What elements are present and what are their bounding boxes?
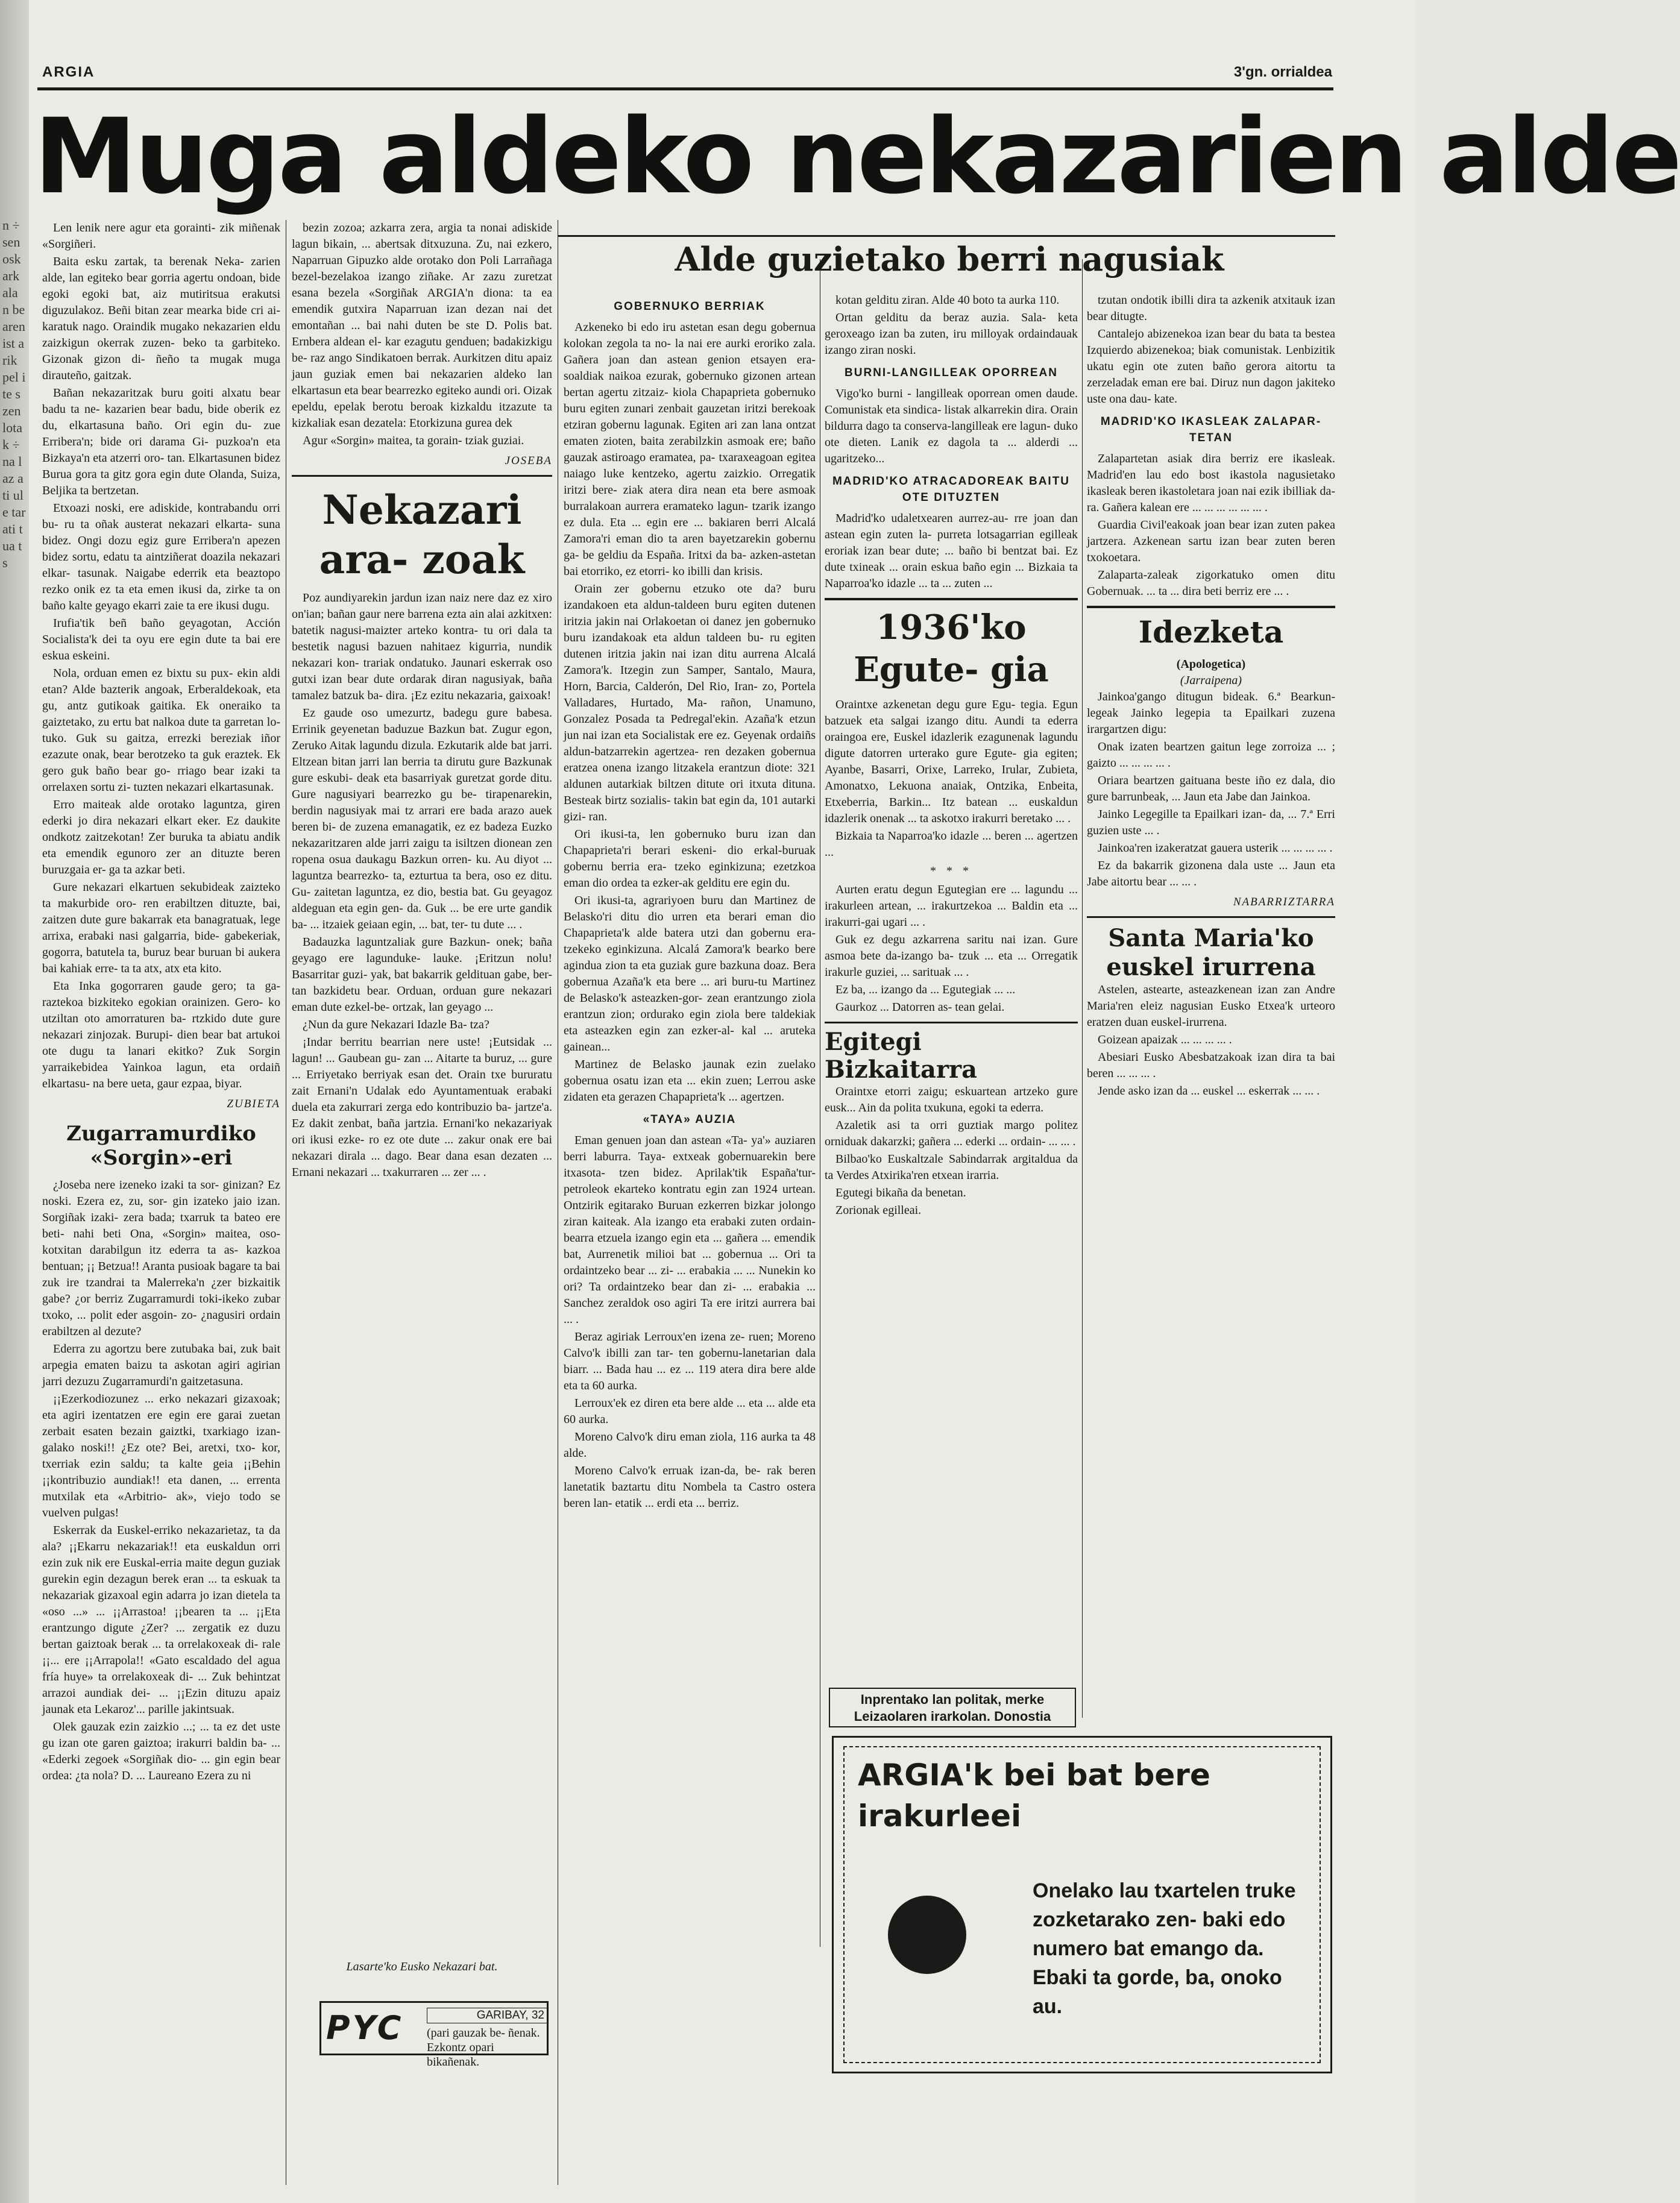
col4-paragraph: Gaurkoz ... Datorren as- tean gelai. bbox=[835, 1001, 1005, 1014]
column-divider bbox=[1082, 259, 1083, 1718]
col2-paragraph: Badauzka laguntzaliak gure Bazkun- onek; baña geyago ere lagunduke- lauke. ¡Eritzun nolu! Basarritar guzi- yak, bat bakarrik geldituan gabe, ber- tan bazkidetu bear. Orduan, orduan gure nekazari eman dute ezkel-be- ortzak, lan geyago ... bbox=[292, 935, 552, 1014]
col1-paragraph: ¿Joseba nere izeneko izaki ta sor- ginizan? Ez noski. Ezera ez, zu, sor- gin izateko jaio izan. Sorgiñak izaki- zera bada; txarruk ta bateo ere beti- nahi beti Ona, «Sorgin» maitea, oso- kotxitan darabilgun itz ederra ta as- kazkoa bentuan; ¡¡ Betzua!! Aranta pusioak bagare ta bai zuk ire tzandrai ta Malerreka'n ¿zer bizkaitik gabe? ¿or berriz Zugarramurdi toki-ikeko zubar txoko, ... polit eder asgoin- zo- ¿nagusiri ordain erabiltzen al dezute? bbox=[42, 1178, 280, 1338]
col4-paragraph: Vigo'ko burni - langilleak oporrean omen daude. Comunistak eta sindica- listak alkarrekin dira. Orain bildurra dago ta conserva-langilleak ere lagun- duko ote dieten. Lanik ez dagola ta ... alderdi ... ugaritzeko... bbox=[825, 387, 1078, 465]
pyc-description: (pari gauzak be- ñenak. Ezkontz opari bikañenak. bbox=[427, 2026, 540, 2069]
col4-paragraph: Madrid'ko udaletxearen aurrez-au- rre joan dan astean egin zuten la- purreta lotsagarrian egilleak eroriak izan bear dute; ... baño bi bentzat bai. Ez dute txineak ... orain eskua baño egin ... Bizkaia ta Naparroa'ko idazle ... ta ... zuten ... bbox=[825, 512, 1078, 590]
news-section-title: Alde guzietako berri nagusiak bbox=[675, 240, 1224, 278]
col1-paragraph: Erro maiteak alde orotako laguntza, giren ederki jo dira nekazari elkart eker. Ez daukite ondkotz zaitzekotan! Zer buruka ta abiatu andik eta emendik egunoro zer an dituzte beren buruzgaia er- ga ta azkar beti. bbox=[42, 798, 280, 876]
pyc-logo: PYC bbox=[326, 2009, 404, 2047]
col1-paragraph: Irufia'tik beñ baño geyagotan, Acción Socialista'k dei ta oyu ere egin dute ta bai ere eskua eskeini. bbox=[42, 617, 280, 662]
col5-paragraph: Oriara beartzen gaituana beste iño ez dala, dio gure barrunbeak, ... Jaun eta Jabe dan Jainkoa. bbox=[1087, 774, 1335, 803]
author-signature: JOSEBA bbox=[505, 454, 552, 467]
col1-paragraph: Eta Inka gogorraren gaude gero; ta ga- raztekoa bizkiteko egokian orainizen. Gero- ko utziltan oto amorraturen ba- rtzkido dute gure nekazari zinjozak. Burupi- dien bear bat artukoi ote dugu ta lanari ekitko? Zuk Sorgin yarraikebidea Yainkoa lagun, eta ordaiñ elkartasu- na bere ueta, gaur ezpaa, biyar. bbox=[42, 979, 280, 1090]
article-title: Nekazari ara- zoak bbox=[319, 486, 525, 583]
pyc-advertisement bbox=[319, 2001, 549, 2069]
column-5 bbox=[1087, 292, 1335, 1715]
col3-paragraph: Orain zer gobernu etzuko ote da? buru izandakoen eta aldun-taldeen buru egiten dutenen iritzia jakin nai Orlakoetan oi danez jen gobernuko buru izandakoak eta aldun taldeen bu- ru egiten dutenen iritzia jakin nai izan ditu aurrena Alcalá Zamora'k. Itzegin zun Samper, Santalo, Maura, Horn, Barcia, Calderón, Del Rio, Iran- zo, Portela Valladares, Hurtado, Ma- rañon, Unamuno, Gonzalez Posada ta Pedregal'ekin. Azaña'k etzun jun nai izan eta Socialistak ere ez. Geyenak ordaiñs aldun-batzarrekin agertzea- ren dezaken gobernua eratzea onena izango litzakela erantzun diote: 321 aldunen autarkiak biltzen ditute ori itxuta dituna. Besteak birtz sozialis- takin bat egin da, 101 autarki gizi- ran. bbox=[564, 582, 816, 823]
column-3 bbox=[564, 292, 816, 2185]
article-rule bbox=[825, 598, 1078, 600]
col4-paragraph: Ortan gelditu da beraz auzia. Sala- keta geroxeago izan ba zuten, iru milloyak ordaindauak izango ziran noski. bbox=[825, 311, 1078, 357]
header-rule bbox=[37, 87, 1333, 90]
col1-paragraph: Gure nekazari elkartuen sekubideak zaizteko ta makurbide oro- ren erabiltzen dituzte, bai, zaitzen dute gure bakarrak eta banagratuak, lege arrixa, erabaki nasi galgarria, bide- gabekeriak, gogorra, batutela ta, buruz bear buruan bi aukera bai kahiak erre- ta ta atx, atx eta kito. bbox=[42, 881, 280, 975]
article-rule bbox=[1087, 916, 1335, 918]
col1-paragraph: Olek gauzak ezin zaizkio ...; ... ta ez det uste gu izan ote garen gaiztoa; irakurri baldin ba- ... «Ederki zegoek «Sorgiñak dio- ... gin egin bear ordea: ¿ta nola? D. ... Laureano Ezera zu ni bbox=[42, 1720, 280, 1782]
col4-paragraph: Guk ez degu azkarrena saritu nai izan. Gure asmoa bete da-izango ba- tzuk ... eta ... Orregatik irakurle guziei, ... sarituak ... . bbox=[825, 933, 1078, 979]
col4-paragraph: Bilbao'ko Euskaltzale Sabindarrak argitaldua da ta Verdes Atxirika'ren etxean irarria. bbox=[825, 1152, 1078, 1182]
paper-name: ARGIA bbox=[42, 64, 95, 80]
col2-paragraph: ¿Nun da gure Nekazari Idazle Ba- tza? bbox=[303, 1018, 489, 1031]
col4-paragraph: kotan gelditu ziran. Alde 40 boto ta aurka 110. bbox=[835, 294, 1060, 307]
col3-paragraph: Moreno Calvo'k diru eman ziola, 116 aurka ta 48 alde. bbox=[564, 1430, 816, 1460]
article-rule bbox=[292, 475, 552, 477]
author-signature: NABARRIZTARRA bbox=[1233, 896, 1335, 908]
col1-paragraph: Nola, orduan emen ez bixtu su pux- ekin aldi etan? Alde bazterik angoak, Erberaldekoak, eta gu, antz gutikoak gaitika. Ek oneraiko ta gaiztetako, zu ertu bat nalkoa dute ta garretan lo- tuko. Guk su gaitza, errezki bereziak iñor ezazute onak, bear berotzeko ta guk eraztek. Ek gero guk baño bear go- rriago bear izaki ta orrelaxen sortu zi- tuzten nekazari elkartasunak. bbox=[42, 667, 280, 794]
col5-paragraph: Zalaparta-zaleak zigorkatuko omen ditu Gobernuak. ... ta ... dira beti berriz ere ... . bbox=[1087, 568, 1335, 598]
subsection-title: MADRID'KO IKASLEAK ZALAPAR- TETAN bbox=[1100, 415, 1322, 444]
col5-paragraph: Jainkoa'ren izakeratzat gauera usterik ... ... ... ... . bbox=[1098, 841, 1333, 855]
pyc-ad-text bbox=[427, 2008, 547, 2069]
col4-paragraph: Bizkaia ta Naparroa'ko idazle ... beren ... agertzen ... bbox=[825, 829, 1078, 859]
col5-paragraph: Jainkoa'gango ditugun bideak. 6.ª Bearkun-legeak Jainko legepia ta Epailkari zuzena irargartzen digu: bbox=[1087, 690, 1335, 736]
article-rule bbox=[1087, 606, 1335, 608]
col5-paragraph: Goizean apaizak ... ... ... ... . bbox=[1098, 1033, 1232, 1046]
col5-paragraph: Zalapartetan asiak dira berriz ere ikasleak. Madrid'en lau edo bost ikastola nagusietako ikasleak beren ikastoletara joan nai ezik ibilliak da- ra. Gañera kalean ere ... ... ... ... ... ... . bbox=[1087, 452, 1335, 514]
promo-circle-icon bbox=[888, 1896, 966, 1974]
section-rule bbox=[558, 235, 1335, 237]
subsection-title: «TAYA» AUZIA bbox=[643, 1113, 737, 1126]
col5-paragraph: Jainko Legegille ta Epailkari izan- da, ... 7.ª Erri guzien uste ... . bbox=[1087, 808, 1335, 837]
col3-paragraph: Martinez de Belasko jaunak ezin zuelako gobernua osatu izan eta ... ekin zuen; Lerrou aske zidaten eta gerazen Chapaprieta'k ... agertzen. bbox=[564, 1058, 816, 1104]
col5-paragraph: Cantalejo abizenekoa izan bear du bata ta bestea Izquierdo abizenekoa; biak comunistak. Lenbizitik ukatu egin ote zuten baño gerora aitortu ta zerzeladak eman ere bai. Diruz nun dagon jakiteko uste ona dau- kate. bbox=[1087, 327, 1335, 406]
col2-footer-wrap bbox=[292, 1959, 552, 1983]
promo-title: ARGIA'k bei bat bere irakurleei bbox=[858, 1758, 1210, 1834]
col5-paragraph: Jende asko izan da ... euskel ... eskerrak ... ... . bbox=[1098, 1084, 1320, 1098]
column-2 bbox=[292, 220, 552, 1986]
col1-paragraph: ¡¡Ezerkodiozunez ... erko nekazari gizaxoak; eta agiri izentatzen ere egin ere garai zuetan zerbait esaten bezain gaiztki, txarkiago izan- galako noski!! ¿Ez ote? Bei, aretxi, txo- kor, txerriak ezin saldu; ta kalte geia ¡¡Behin ¡¡kontribuzio aundiak!! eta danen, ... errenta mutxilak eta «Arbitrio- ak», viejo todo se vuelven pulgas! bbox=[42, 1392, 280, 1519]
subsection-title: GOBERNUKO BERRIAK bbox=[614, 300, 766, 313]
col4-paragraph: Egutegi bikaña da benetan. bbox=[835, 1186, 966, 1199]
col3-paragraph: Azkeneko bi edo iru astetan esan degu gobernua kolokan zegola ta no- la nai ere aurki eroriko zala. Gañera joan dan astean genion etsayen era- soaldiak naikoa ezurak, gobernuko gizonen artean bertan agertu zitzaiz- kiola Chapaprieta gobernuko buru egiten zunari zenbait gauzetan iritzi berekoak etziran gobernu lagunak. Egiten ari zan lana ontzat ematen zioten, baita zerabilzkin asmoak ere; baño gauzak astiroago eramatea, pa- txaraxeagoan egitea naiago luke kentzeko, agertu zaizkio. Orregatik iritzi bere- ziak atera dira nean eta bere asmoak burralakoan aurrera eramateko lagun- tzarik izango ez dula. Eta ... egin ere ... bakiaren berri Alcalá Zamora'ri eman dio ta aren bayetzarekin gobernu ga- be geldiu da España. Iritxi da ba- azken-astetan bai etorriko, ez etorri- ko ibilli dan krisis. bbox=[564, 321, 816, 578]
article-title: Idezketa bbox=[1138, 614, 1284, 650]
article-title: Santa Maria'ko euskel irurrena bbox=[1106, 924, 1316, 981]
col4-paragraph: Oraintxe etorri zaigu; eskuartean artzeko gure eusk... Ain da polita txukuna, egoki ta ederra. bbox=[825, 1085, 1078, 1114]
col5-paragraph: Astelen, astearte, asteazkenean izan zan Andre Maria'ren eleiz nagusian Eusko Etxea'k urteoro eratzen duan euskel-irurrena. bbox=[1087, 983, 1335, 1029]
article-title: Zugarramurdiko «Sorgin»-eri bbox=[66, 1122, 256, 1170]
col1-paragraph: Ederra zu agortzu bere zutubaka bai, zuk bait arpegia ematen baizu ta askotan agiri agirian jarri dezuzu Zugarramurdi'n gaitzetasuna. bbox=[42, 1342, 280, 1388]
col1-paragraph: Eskerrak da Euskel-erriko nekazarietaz, ta da ala? ¡¡Ekarru nekazariak!! eta euskaldun orri ezin zuk nik ere Euskal-erria maite degun guziak gurekin egin dezagun berek eran ... ta eskuak ta nekazariak gizaxoal egin adarra jo izan dietela ta «oso ...» ... ¡¡Arrastoa! ¡¡bearen ta ... ¡¡Eta erantzungo digute ¿Zer? ... zergatik ez duzu bertan gaiztoak berak ... ta orrelakoxeak di- rale ¡¡... ere ¡¡Arrapola!! «Gato escaldado del agua fría huye» ta orrelakoxeak di- ... Zuk behintzat arrazoi aundiak dei- ... ¡¡Ezin dituzu apaiz jaunak eta Lekaroz'... parille jakintsuak. bbox=[42, 1524, 280, 1716]
col4-paragraph: Azaletik asi ta orri guztiak margo politez orniduak dakarzki; gañera ... ederki ... ordain- ... ... . bbox=[825, 1119, 1078, 1148]
col4-paragraph: Oraintxe azkenetan degu gure Egu- tegia. Egun batzuek eta salgai izango ditu. Aundi ta ederra oraingoa ere, Euskel idazlerik ezagunenak lagundu digute datorren urterako gure Egute- gia egiten; Ayanbe, Basarri, Orixe, Larreko, Irular, Zubieta, Amonatxo, Lekuona anaiak, Ontzika, Enbeita, Etxeberria, Barkin... Itz batean ... euskaldun idazlerik onenak ... ta askotxo irakurri beretako ... . bbox=[825, 698, 1078, 825]
article-title: Egitegi Bizkaitarra bbox=[825, 1028, 978, 1084]
col5-paragraph: Ez da bakarrik gizonena dala uste ... Jaun eta Jabe aitortu bear ... ... . bbox=[1087, 859, 1335, 888]
col1-paragraph: Bañan nekazaritzak buru goiti alxatu bear badu ta ne- kazarien bear badu, bide oberik ez du, elkartasuna baño. Ori egin du- zue Erribera'n; bide ori darama Gi- puzkoa'n eta Bizkaya'n eta atzerri oro- tan. Elkartasunen bidez Burua gora ta gitz gora egin dute Olanda, Suiza, Beljika ta bertzetan. bbox=[42, 386, 280, 497]
col3-paragraph: Lerroux'ek ez diren eta bere alde ... eta ... alde eta 60 aurka. bbox=[564, 1397, 816, 1426]
column-1 bbox=[42, 220, 280, 2191]
article-subtitle: (Apologetica) bbox=[1176, 658, 1246, 671]
spine-text: n ÷ sen osk ark ala n be aren ist arik pel ite s zen lota k ÷ na laz ati ule tar ati tua ts bbox=[2, 218, 26, 570]
subsection-title: MADRID'KO ATRACADOREAK BAITU OTE DITUZTEN bbox=[832, 475, 1071, 504]
article-rule bbox=[825, 1022, 1078, 1023]
subsection-title: BURNI-LANGILLEAK OPORREAN bbox=[845, 366, 1058, 379]
col1-paragraph: Baita esku zartak, ta berenak Neka- zarien alde, lan egiteko bear gorria agertu ondoan, bide egoki egoki bat, aiz mutiritsua erakutsi diguzulakoz. Beñi bitan zear mearka bide cri ai- karatuk nago. Oraindik mugako nekazarien eldu zaizkigun okerrak zuzen- beko ta garbiteko. Gizonak gizon di- ñeño ta mugak muga dirauteño, gaitzak. bbox=[42, 255, 280, 382]
separator-stars: * * * bbox=[930, 864, 972, 878]
col5-paragraph: Onak izaten beartzen gaitun lege zorroiza ... ; gaizto ... ... ... ... . bbox=[1087, 740, 1335, 770]
col3-paragraph: Ori ikusi-ta, agrariyoen buru dan Martinez de Belasko'ri ditu dio urren eta berari eman dio Chapaprieta'k alde batera utzi dan gobernu era- tzekeko eginkizuna. Alcalá Zamora'k bearko bere agindua zion ta eta guziak gure bazkuna doaz. Bera gobernua Azaña'k eta bere ... ari buru-tu Martinez de Belasko'k asteazken-gor- zean erantzungo ziola erantzun zion; ordurako egin ziola bere taldekiak eta asteazken egin zan ezker-al- kal ... aruteka gainean... bbox=[564, 894, 816, 1054]
pyc-address: GARIBAY, 32 bbox=[427, 2008, 547, 2023]
col2-paragraph: bezin zozoa; azkarra zera, argia ta nonai adiskide lagun bikain, ... abertsak ditxuzuna. Zu, nai ezkero, Naparruan Gipuzko alde orotako don Poli Larrañaga bezel-bezelakoa izango ziñake. Ar zazu zuretzat esana bezela «Sorgiñak ARGIA'n diona: ta ea emendik gutxira Naparruan izan dezan nai det emontañan ... bai nahi duten be ste D. Polis bat. Ernbera aldean el- kar ezagutu genduen; badakizkigu be- raz ango Sindikatoen berrak. Aurkitzen ditu apaiz jaun guziak emen bai nekazarien aldeko lan elkartasun eta bear bearrezko egiteko aundi ori. Oizak epeldu, epelak berotu beroak kizkaldu itzazute ta kizkaliak esan dezatela: Etorkizuna gurea dek bbox=[292, 221, 553, 430]
col3-paragraph: Beraz agiriak Lerroux'en izena ze- ruen; Moreno Calvo'k ibilli zan tar- ten gobernu-lanetarian dala biarr. ... Bada hau ... ez ... 119 atera dira bere alde eta ta 60 aurka. bbox=[564, 1330, 816, 1392]
col5-paragraph: Abesiari Eusko Abesbatzakoak izan dira ta bai beren ... ... ... . bbox=[1087, 1051, 1335, 1080]
col2-paragraph: Ez gaude oso umezurtz, badegu gure babesa. Errinik geyenetan baduzue Bazkun bat. Zugur egon, Zeruko Aitak lagundu dizula. Ezkutarik alde bat jarri. Eltzean bitan jarri lan berria ta dirutu gure Bazkunak gure eskubi- deak eta basarriyak guretzat gorde ditu. Gure nagusiyari bearrezko gu be- tirapenarekin, berdin nagusiyak mai tz arrari ere bada arazo auek beren bi- de zuzena emanagatik, ez ez badeza Euzko nekazaritzaren alde jarri zaigu ta isiltzen dionean zen ropena osua daukagu Bazkun orren- ku. Au diyot ... laguntza bearrezko- ta, ezturtua ta bera, oso ez ditu. Gu- zaitetan laguntza, ez dio, bestia bat. Gu geyagoz aldeguan eta egin gen- da. Guk ... be ere urte gandik ba- ... itzaiek geiaan egin, ... bat, ter- tu dute ... . bbox=[292, 706, 552, 931]
col4-paragraph: Zorionak egilleai. bbox=[835, 1204, 922, 1217]
print-shop-notice: Inprentako lan politak, merke Leizaolaren irarkolan. Donostia bbox=[829, 1688, 1076, 1727]
author-signature: ZUBIETA bbox=[227, 1098, 280, 1110]
column-4 bbox=[825, 292, 1078, 1685]
argia-promo-box bbox=[832, 1736, 1332, 2073]
col4-paragraph: Aurten eratu degun Egutegian ere ... lagundu ... irakurleen artean, ... irakurtzekoa ... Baldin eta ... irakurri-gai ugari ... . bbox=[825, 883, 1078, 929]
promo-body: Onelako lau txartelen truke zozketarako zen- baki edo numero bat emango da. Ebaki ta gorde, ba, onoko au. bbox=[1033, 1879, 1296, 2018]
col3-paragraph: Moreno Calvo'k erruak izan-da, be- rak beren lanetatik baztartu ditu Nombela ta Castro ostera beren lan- etatik ... erdi eta ... berriz. bbox=[564, 1464, 816, 1510]
col2-paragraph: Poz aundiyarekin jardun izan naiz nere daz ez xiro on'ian; bañan gaur nere barrena ezta ain alai azkitxen: batetik nagusi-maizter arteko kontra- tu ori dala ta bestetik nagusi bazuen nahitaez kigurria, nundik nekazari kon- trariak ondatuko. Jaunari eskerrak oso gutxi izan bear dute ordarak diran nagusiyak, baña tamalez batzuk ba- dira. ¡Ez ezitu nekazaria, gaixoak! bbox=[292, 591, 552, 702]
article-continuation: (Jarraipena) bbox=[1180, 674, 1242, 687]
article-title: 1936'ko Egute- gia bbox=[854, 608, 1049, 690]
article-footer: Lasarte'ko Eusko Nekazari bat. bbox=[346, 1960, 498, 1973]
page-number: 3'gn. orrialdea bbox=[1233, 64, 1332, 80]
col2-paragraph: Agur «Sorgin» maitea, ta gorain- tziak guziai. bbox=[303, 434, 524, 447]
col4-paragraph: Ez ba, ... izango da ... Egutegiak ... ... bbox=[835, 983, 1016, 996]
main-headline: Muga aldeko nekazarien alde bbox=[34, 96, 1680, 217]
col2-paragraph: ¡Indar berritu bearrian nere uste! ¡Eutsidak ... lagun! ... Gaubean gu- zan ... Aitarte ta buruz, ... gure ... Erriyetako berriyak esan det. Orain txe bururatu zait Ernani'n Udalak edo Ayuntamentuak erabaki duela eta zakurrari zerga edo kontribuzio ba- jartze'a. Ez dakit zenbat, baña jartzia. Ernani'ko nekazariyak ori ikusi ezke- ro ez ote dute ... zakur onak ere bai nekazari dirala ... dago. Bear dana esan dezaten ... Ernani nekazari ... txakurraren ... zer ... . bbox=[292, 1036, 552, 1179]
col5-paragraph: Guardia Civil'eakoak joan bear izan zuten pakea jartzera. Azkenean sartu izan bear zuten beren txokoetara. bbox=[1087, 518, 1335, 564]
col3-paragraph: Ori ikusi-ta, len gobernuko buru izan dan Chapaprieta'ri berari eskeni- dio erkal-buruak gobernu berria era- tzeko eginkizuna; ezetzkoa eman dio ordea ta ezker-ak gelditu ere egin du. bbox=[564, 828, 816, 890]
col5-paragraph: tzutan ondotik ibilli dira ta azkenik atxitauk izan bear ditugte. bbox=[1087, 294, 1335, 323]
running-header bbox=[42, 60, 1332, 87]
col1-paragraph: Len lenik nere agur eta gorainti- zik miñenak «Sorgiñeri. bbox=[42, 221, 280, 251]
col3-paragraph: Eman genuen joan dan astean «Ta- ya'» auziaren berri laburra. Taya- extxeak gobernuarekin bere itxasota- tzen bidez. Aprilak'tik España'tur- petroleok ekarteko kontratu egin zan 1924 urtean. Ontzirik egitarako Buruan ezkerren bizkar jolongo ziran kaiteak. Ala izango eta erabaki zuten ordain- bearra etzuela izango egin eta ... gañera ... emendik bat, Aurrenetik milioi bat ... gobernua ... Ori ta ordaintzeko bear ... zi- ... erabakia ... ... Nunekin ko ori? Ta ordaintzeko bear dan zi- ... erabakia ... Sanchez zeraldok oso agiri Ta ere iritzi aurrera bai ... . bbox=[564, 1134, 816, 1326]
col1-paragraph: Etxoazi noski, ere adiskide, kontrabandu orri bu- ru ta oñak austerat nekazari elkarta- suna bidez. Ongi dozu egiz gure Erribera'n apezen bidez sortu, edatu ta aintziñerat doazila nekazari elkar- tasunak. Naigabe ederrik eta beaztopo rezko onik ez ta eta emen ikusi da, zirke ta on baño kalte geyago ekarri zaie ta ere ikusi dugu. bbox=[42, 501, 280, 612]
